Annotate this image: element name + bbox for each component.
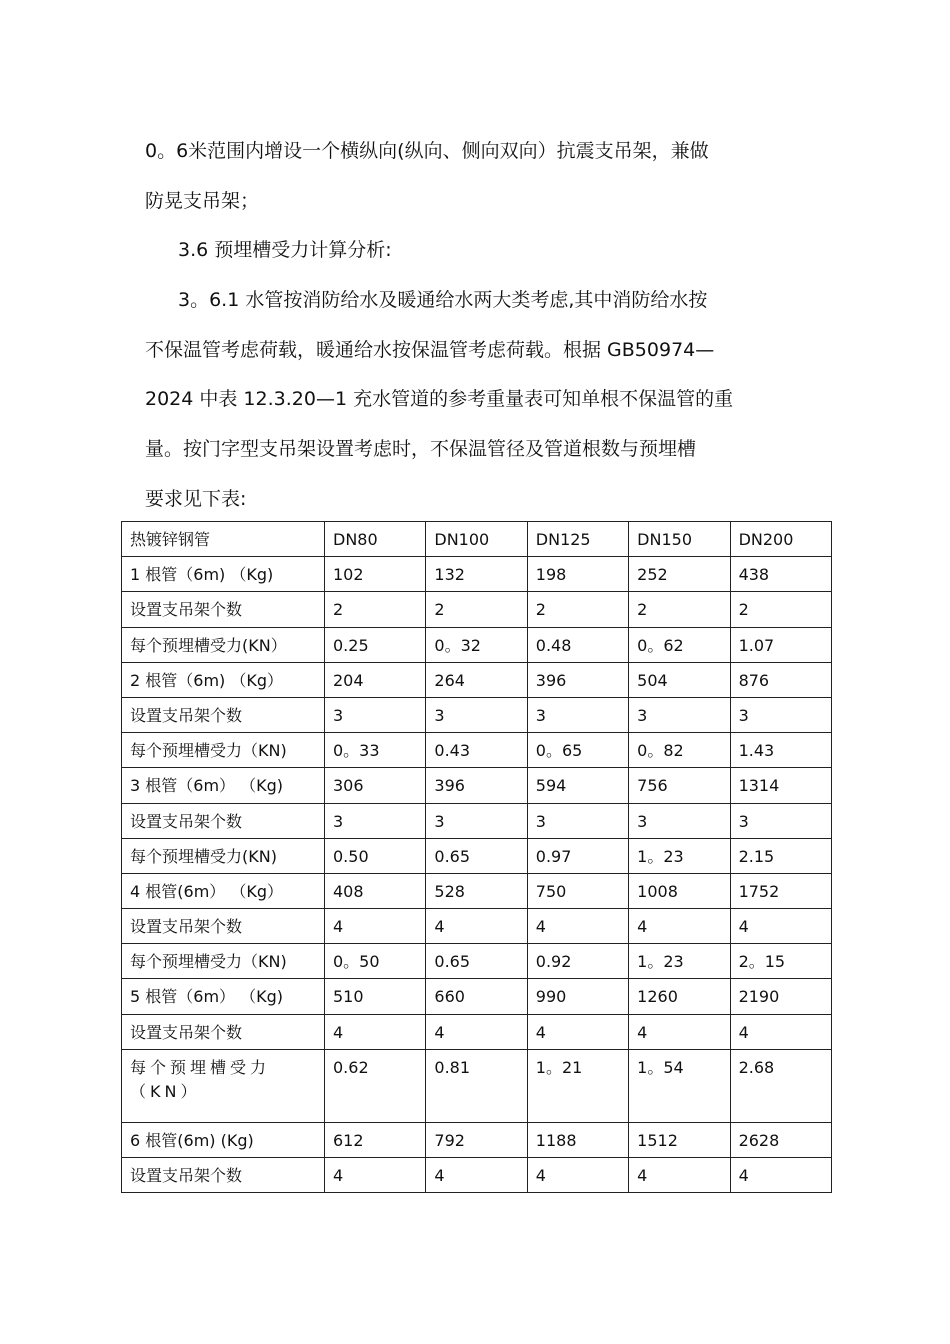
value-cell: 3: [730, 697, 831, 732]
row-label-cell: 6 根管(6m) (Kg): [122, 1122, 325, 1157]
value-cell: 4: [629, 1014, 730, 1049]
value-cell: 438: [730, 557, 831, 592]
table-row: [122, 592, 832, 627]
value-cell: 756: [629, 768, 730, 803]
value-cell: 4: [426, 1158, 527, 1193]
row-label-cell: 4 根管(6m） （Kg）: [122, 873, 325, 908]
table-row: [122, 909, 832, 944]
value-cell: 4: [325, 909, 426, 944]
table-header-row: [122, 522, 832, 557]
table-row: [122, 803, 832, 838]
value-cell: 396: [527, 662, 628, 697]
value-cell: 660: [426, 979, 527, 1014]
row-label-cell: 5 根管（6m） （Kg): [122, 979, 325, 1014]
table-row: [122, 768, 832, 803]
value-cell: 594: [527, 768, 628, 803]
value-cell: 4: [629, 1158, 730, 1193]
value-cell: 876: [730, 662, 831, 697]
value-cell: DN150: [629, 522, 730, 557]
value-cell: 1314: [730, 768, 831, 803]
value-cell: 1188: [527, 1122, 628, 1157]
value-cell: 408: [325, 873, 426, 908]
value-cell: 990: [527, 979, 628, 1014]
paragraph-line-7: 量。按门字型支吊架设置考虑时，不保温管径及管道根数与预埋槽: [145, 438, 697, 460]
value-cell: 264: [426, 662, 527, 697]
value-cell: 102: [325, 557, 426, 592]
row-label-cell: 2 根管（6m) （Kg）: [122, 662, 325, 697]
value-cell: 252: [629, 557, 730, 592]
value-cell: 1.43: [730, 733, 831, 768]
row-label-cell: 每个预埋槽受力(KN): [122, 838, 325, 873]
row-label-cell: 每个预埋槽受力(KN）: [122, 627, 325, 662]
value-cell: 2.15: [730, 838, 831, 873]
value-cell: 0。33: [325, 733, 426, 768]
value-cell: 1752: [730, 873, 831, 908]
value-cell: 3: [426, 697, 527, 732]
value-cell: 3: [325, 803, 426, 838]
row-label-cell: 3 根管（6m） （Kg): [122, 768, 325, 803]
value-cell: 0。32: [426, 627, 527, 662]
value-cell: 0.92: [527, 944, 628, 979]
value-cell: 4: [730, 1158, 831, 1193]
value-cell: 4: [527, 909, 628, 944]
value-cell: DN125: [527, 522, 628, 557]
row-label-cell: 设置支吊架个数: [122, 803, 325, 838]
value-cell: 2.68: [730, 1049, 831, 1122]
value-cell: 0。62: [629, 627, 730, 662]
value-cell: 3: [629, 803, 730, 838]
row-label-cell: 设置支吊架个数: [122, 909, 325, 944]
value-cell: 1260: [629, 979, 730, 1014]
value-cell: 0。65: [527, 733, 628, 768]
table-row: [122, 627, 832, 662]
row-label-cell: 设置支吊架个数: [122, 592, 325, 627]
pipe-load-table: [121, 521, 832, 1193]
value-cell: 396: [426, 768, 527, 803]
table-row: [122, 1158, 832, 1193]
table-row: [122, 697, 832, 732]
table-row: [122, 662, 832, 697]
row-label-cell: 设置支吊架个数: [122, 1158, 325, 1193]
value-cell: 750: [527, 873, 628, 908]
value-cell: 2: [426, 592, 527, 627]
table-row: [122, 1122, 832, 1157]
value-cell: 4: [730, 909, 831, 944]
value-cell: 0.65: [426, 944, 527, 979]
row-label-cell: 每个预埋槽受力（KN）: [122, 1049, 325, 1122]
section-heading-3-6: 3.6 预埋槽受力计算分析:: [178, 239, 392, 261]
value-cell: 0.48: [527, 627, 628, 662]
value-cell: 504: [629, 662, 730, 697]
row-label-cell: 设置支吊架个数: [122, 1014, 325, 1049]
value-cell: 1512: [629, 1122, 730, 1157]
value-cell: 0.25: [325, 627, 426, 662]
value-cell: 4: [730, 1014, 831, 1049]
value-cell: 1008: [629, 873, 730, 908]
value-cell: DN80: [325, 522, 426, 557]
table-row: [122, 1014, 832, 1049]
value-cell: 0.81: [426, 1049, 527, 1122]
value-cell: 792: [426, 1122, 527, 1157]
value-cell: 0。82: [629, 733, 730, 768]
paragraph-line-5: 不保温管考虑荷载，暖通给水按保温管考虑荷载。根据 GB50974—: [145, 339, 715, 361]
value-cell: 3: [730, 803, 831, 838]
value-cell: DN100: [426, 522, 527, 557]
value-cell: 4: [527, 1158, 628, 1193]
value-cell: 0.62: [325, 1049, 426, 1122]
value-cell: 0.50: [325, 838, 426, 873]
value-cell: 2628: [730, 1122, 831, 1157]
value-cell: 4: [325, 1158, 426, 1193]
paragraph-line-4: 3。6.1 水管按消防给水及暖通给水两大类考虑,其中消防给水按: [178, 289, 708, 311]
paragraph-line-8: 要求见下表:: [145, 488, 247, 510]
paragraph-line-1: 0。6米范围内增设一个横纵向(纵向、侧向双向）抗震支吊架，兼做: [145, 140, 709, 162]
value-cell: 1。21: [527, 1049, 628, 1122]
value-cell: 2190: [730, 979, 831, 1014]
value-cell: 2: [730, 592, 831, 627]
value-cell: 306: [325, 768, 426, 803]
table-row: [122, 979, 832, 1014]
table-row: [122, 873, 832, 908]
paragraph-line-2: 防晃支吊架；: [145, 190, 260, 212]
value-cell: 612: [325, 1122, 426, 1157]
value-cell: DN200: [730, 522, 831, 557]
value-cell: 2: [325, 592, 426, 627]
value-cell: 132: [426, 557, 527, 592]
value-cell: 0。50: [325, 944, 426, 979]
value-cell: 528: [426, 873, 527, 908]
row-label-cell: 每个预埋槽受力（KN): [122, 733, 325, 768]
value-cell: 4: [426, 909, 527, 944]
value-cell: 4: [426, 1014, 527, 1049]
value-cell: 3: [426, 803, 527, 838]
value-cell: 4: [325, 1014, 426, 1049]
value-cell: 3: [629, 697, 730, 732]
value-cell: 3: [325, 697, 426, 732]
value-cell: 3: [527, 697, 628, 732]
value-cell: 2。15: [730, 944, 831, 979]
value-cell: 1。23: [629, 838, 730, 873]
value-cell: 4: [527, 1014, 628, 1049]
value-cell: 2: [527, 592, 628, 627]
table-row: [122, 557, 832, 592]
paragraph-line-6: 2024 中表 12.3.20—1 充水管道的参考重量表可知单根不保温管的重: [145, 388, 734, 410]
value-cell: 1。23: [629, 944, 730, 979]
row-label-cell: 1 根管（6m) （Kg): [122, 557, 325, 592]
row-label-cell: 热镀锌钢管: [122, 522, 325, 557]
value-cell: 0.65: [426, 838, 527, 873]
table-row: [122, 1049, 832, 1122]
value-cell: 1.07: [730, 627, 831, 662]
value-cell: 2: [629, 592, 730, 627]
table-row: [122, 838, 832, 873]
value-cell: 0.43: [426, 733, 527, 768]
table-row: [122, 944, 832, 979]
row-label-cell: 每个预埋槽受力（KN): [122, 944, 325, 979]
value-cell: 1。54: [629, 1049, 730, 1122]
row-label-cell: 设置支吊架个数: [122, 697, 325, 732]
value-cell: 4: [629, 909, 730, 944]
value-cell: 0.97: [527, 838, 628, 873]
value-cell: 204: [325, 662, 426, 697]
table-row: [122, 733, 832, 768]
value-cell: 3: [527, 803, 628, 838]
value-cell: 510: [325, 979, 426, 1014]
value-cell: 198: [527, 557, 628, 592]
